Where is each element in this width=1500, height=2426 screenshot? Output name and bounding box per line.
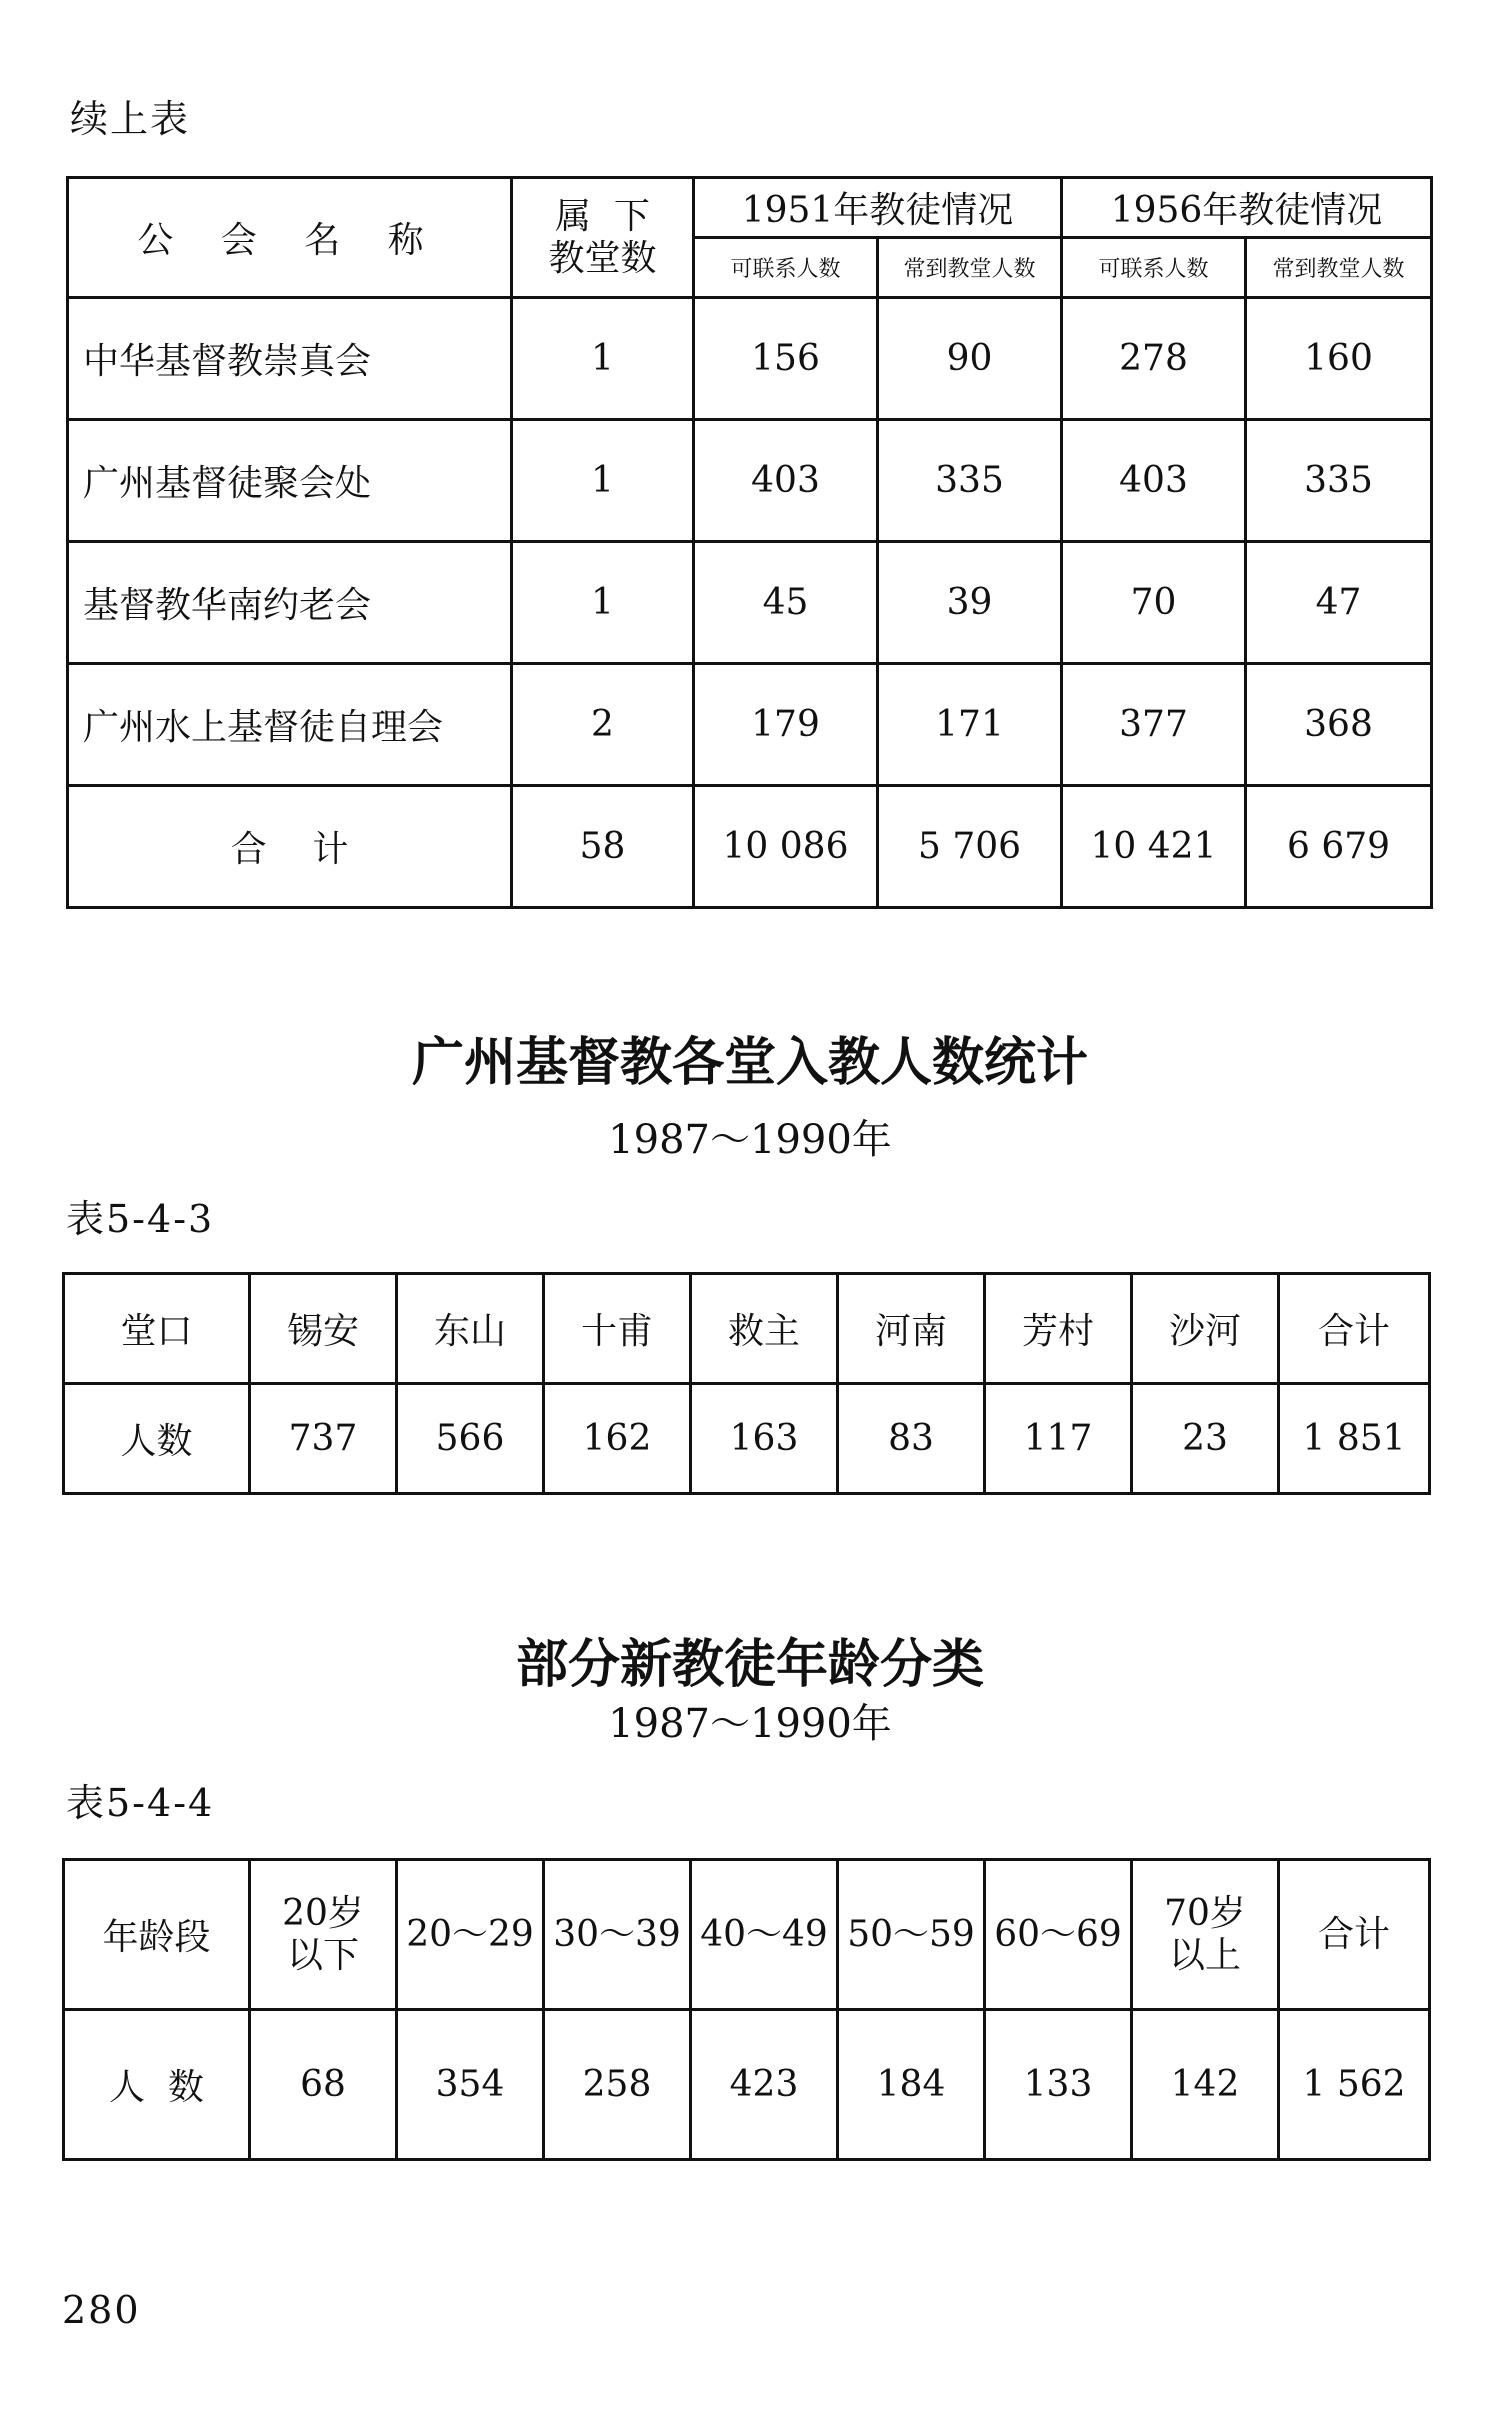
column-header: 东山	[397, 1274, 544, 1384]
age-column-header	[397, 1860, 544, 2010]
header-church-count	[512, 178, 694, 298]
contactable-1956: 70	[1062, 542, 1246, 664]
age-column-header	[838, 1860, 985, 2010]
age-header-line1: 60～69	[994, 1913, 1122, 1955]
total-regular-1956: 6 679	[1246, 786, 1432, 908]
association-name: 广州基督徒聚会处	[68, 420, 512, 542]
regular-1951: 90	[878, 298, 1062, 420]
table-row	[68, 298, 1432, 420]
total-regular-1951: 5 706	[878, 786, 1062, 908]
regular-1956: 335	[1246, 420, 1432, 542]
church-association-table	[66, 176, 1433, 909]
age-header-line1: 30～39	[553, 1913, 681, 1955]
age-column-header	[985, 1860, 1132, 2010]
contactable-1956: 403	[1062, 420, 1246, 542]
contactable-1951: 156	[694, 298, 878, 420]
contactable-1951: 179	[694, 664, 878, 786]
age-header-line1: 70岁	[1164, 1893, 1246, 1935]
table-row	[68, 542, 1432, 664]
regular-1951: 39	[878, 542, 1062, 664]
column-header: 合计	[1279, 1274, 1430, 1384]
value-cell: 1 851	[1279, 1384, 1430, 1494]
value-cell: 83	[838, 1384, 985, 1494]
age-column-header	[250, 1860, 397, 2010]
page-number: 280	[62, 2288, 141, 2332]
section3-table-number: 表5-4-4	[66, 1781, 215, 1825]
age-header-line1: 50～59	[847, 1913, 975, 1955]
section2-years: 1987～1990年	[608, 1117, 892, 1163]
column-header: 救主	[691, 1274, 838, 1384]
value-cell: 162	[544, 1384, 691, 1494]
table-row	[68, 420, 1432, 542]
header-1951-regular: 常到教堂人数	[878, 238, 1062, 298]
contactable-1956: 377	[1062, 664, 1246, 786]
age-header-line1: 20岁	[282, 1893, 364, 1935]
association-name: 基督教华南约老会	[68, 542, 512, 664]
age-column-header	[1279, 1860, 1430, 2010]
header-association-name: 公 会 名 称	[68, 178, 512, 298]
total-label: 合 计	[68, 786, 512, 908]
age-column-header	[544, 1860, 691, 2010]
regular-1956: 368	[1246, 664, 1432, 786]
value-cell: 163	[691, 1384, 838, 1494]
contactable-1951: 45	[694, 542, 878, 664]
regular-1956: 47	[1246, 542, 1432, 664]
total-church-count: 58	[512, 786, 694, 908]
value-cell: 566	[397, 1384, 544, 1494]
value-cell: 737	[250, 1384, 397, 1494]
regular-1951: 335	[878, 420, 1062, 542]
contactable-1956: 278	[1062, 298, 1246, 420]
contactable-1951: 403	[694, 420, 878, 542]
header-1956-contactable: 可联系人数	[1062, 238, 1246, 298]
column-header: 锡安	[250, 1274, 397, 1384]
value-cell: 184	[838, 2010, 985, 2160]
value-cell: 68	[250, 2010, 397, 2160]
header-1956: 1956年教徒情况	[1062, 178, 1432, 238]
section2-table-number: 表5-4-3	[66, 1197, 215, 1241]
church-count: 1	[512, 298, 694, 420]
church-count: 1	[512, 420, 694, 542]
age-column-header	[691, 1860, 838, 2010]
column-header: 河南	[838, 1274, 985, 1384]
continued-caption: 续上表	[70, 97, 191, 141]
section3-years: 1987～1990年	[608, 1701, 892, 1747]
header-church-count-line2: 教堂数	[548, 237, 657, 279]
column-header: 十甫	[544, 1274, 691, 1384]
value-cell: 258	[544, 2010, 691, 2160]
column-header: 芳村	[985, 1274, 1132, 1384]
row-label-count: 人 数	[64, 2010, 250, 2160]
regular-1951: 171	[878, 664, 1062, 786]
value-cell: 142	[1132, 2010, 1279, 2160]
value-cell: 354	[397, 2010, 544, 2160]
section3-title: 部分新教徒年龄分类	[515, 1635, 984, 1695]
table-row	[64, 1384, 1430, 1494]
header-1956-regular: 常到教堂人数	[1246, 238, 1432, 298]
age-group-table	[62, 1858, 1431, 2161]
table-row	[68, 664, 1432, 786]
total-contactable-1956: 10 421	[1062, 786, 1246, 908]
association-name: 中华基督教崇真会	[68, 298, 512, 420]
age-header-line2: 以下	[286, 1934, 359, 1976]
baptism-count-table	[62, 1272, 1431, 1495]
age-header-line2: 以上	[1168, 1934, 1241, 1976]
age-column-header	[1132, 1860, 1279, 2010]
header-1951-contactable: 可联系人数	[694, 238, 878, 298]
row-label-count: 人数	[64, 1384, 250, 1494]
regular-1956: 160	[1246, 298, 1432, 420]
value-cell: 133	[985, 2010, 1132, 2160]
value-cell: 1 562	[1279, 2010, 1430, 2160]
header-church-count-line1: 属 下	[555, 196, 650, 238]
header-church: 堂口	[64, 1274, 250, 1384]
column-header: 沙河	[1132, 1274, 1279, 1384]
total-row	[68, 786, 1432, 908]
age-header-line1: 合计	[1317, 1913, 1390, 1955]
value-cell: 423	[691, 2010, 838, 2160]
age-header-line1: 20～29	[406, 1913, 534, 1955]
value-cell: 117	[985, 1384, 1132, 1494]
value-cell: 23	[1132, 1384, 1279, 1494]
table-row	[64, 2010, 1430, 2160]
age-header-line1: 40～49	[700, 1913, 828, 1955]
total-contactable-1951: 10 086	[694, 786, 878, 908]
header-1951: 1951年教徒情况	[694, 178, 1062, 238]
church-count: 2	[512, 664, 694, 786]
header-age-group: 年龄段	[64, 1860, 250, 2010]
section2-title: 广州基督教各堂入教人数统计	[411, 1033, 1088, 1093]
association-name: 广州水上基督徒自理会	[68, 664, 512, 786]
church-count: 1	[512, 542, 694, 664]
